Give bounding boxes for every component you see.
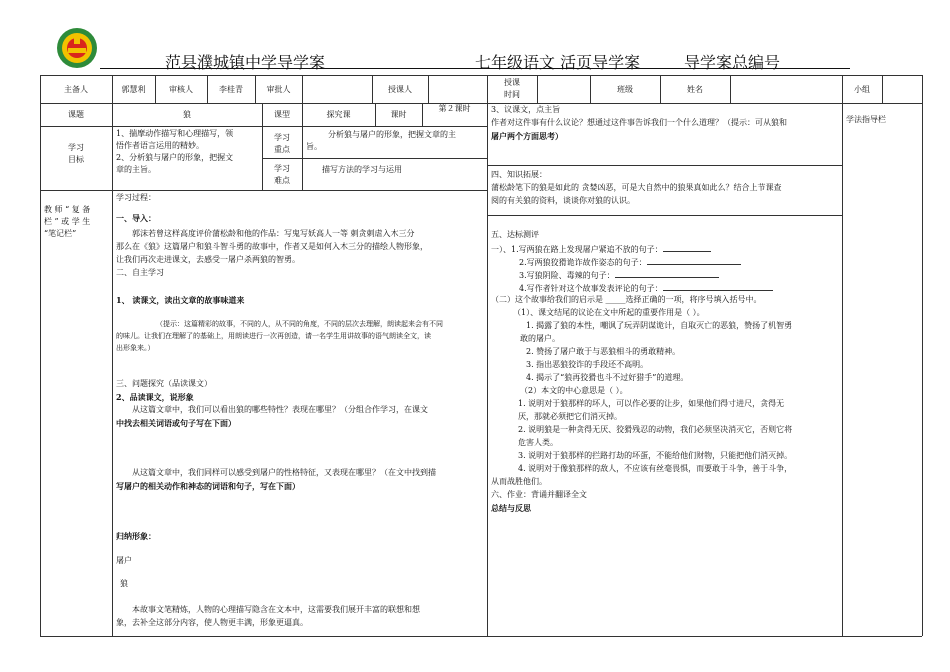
assessment-item: 一）、1.写两狼在路上发现屠户紧追不放的句子： [491, 242, 711, 256]
goals-label-1: 学习 [68, 143, 84, 152]
note-column-label: “笔记栏” [44, 229, 77, 238]
homework: 六、作业：背诵并翻译全文 [491, 490, 587, 499]
diff-label-1: 学习 [274, 164, 290, 173]
assessment-item: 3.写狼阴险、毒辣的句子： [519, 268, 719, 282]
extension-line: 阅的有关狼的资料，谈谈你对狼的认识。 [491, 196, 635, 205]
hours-value: 第２课时 [438, 104, 471, 113]
method-guide-label: 学法指导栏 [846, 115, 886, 124]
preparer-name: 郭慧利 [121, 85, 146, 94]
group-label: 小组 [854, 85, 870, 94]
note-column-label: 栏 ” 或 学 生 [44, 217, 91, 226]
option-line: 1. 说明对于狼那样的坏人，可以作必要的让步，如果他们得寸进尺，贪得无 [518, 399, 785, 408]
school-title: 范县濮城镇中学导学案 [165, 53, 326, 72]
diff-label-2: 难点 [274, 176, 290, 185]
hint-line: 出形象来。） [116, 344, 155, 352]
intro-line: 那么在《狼》这篇屠户和狼斗智斗勇的故事中，作者又是如何入木三分的描绘人物形象， [116, 242, 428, 251]
difficulty-text: 描写方法的学习与运用 [322, 165, 402, 174]
note-column-label: 教 师 “ 复 备 [44, 205, 91, 214]
assessment-heading: 五、达标测评 [491, 230, 539, 239]
class-label: 班级 [617, 85, 633, 94]
intro-line: 郭沫若曾这样高度评价蒲松龄和他的作品：写鬼写妖高人一等 刺贪刺虐入木三分 [132, 229, 415, 238]
approver-label: 审批人 [266, 85, 291, 94]
extension-line: 蒲松龄笔下的狼是如此的 贪婪凶恶，可是大自然中的狼果真如此么？结合上节课查 [491, 183, 782, 192]
question-line: 中找去相关词语或句子写在下面） [116, 418, 236, 428]
header-underline [100, 68, 850, 69]
serial-label: 导学案总编号 [684, 53, 781, 72]
option-line: 敢的屠户。 [520, 334, 560, 343]
option-line: 3. 说明对于狼那样的拦路打劫的坏蛋，不能给他们财物，只能把他们消灭掉。 [518, 451, 793, 460]
question-line: 写屠户的相关动作和神态的词语和句子，写在下面） [116, 481, 300, 491]
goal-line: 1、揣摩动作描写和心理描写，领 [116, 129, 234, 138]
summary-heading: 归纳形象： [116, 531, 156, 541]
option-line: 从而战胜他们。 [491, 477, 547, 486]
time-label-2: 时间 [504, 90, 520, 99]
closing-line: 象，去补全这部分内容，使人物更丰满，形象更逼真。 [116, 618, 308, 627]
option-line: 4. 揭示了“狼再狡猾也斗不过好猎手”的道理。 [526, 373, 689, 382]
goals-label-2: 目标 [68, 155, 84, 164]
assessment-item: 4.写作者针对这个故事发表评论的句子： [519, 281, 773, 295]
sub-question: （1）、课文结尾的议论在文中所起的重要作用是（ ）。 [513, 308, 705, 317]
process-title: 学习过程： [116, 193, 156, 202]
inspiration-question: （二）这个故事给我们的启示是 _____选择正确的一项，将序号填入括号中。 [491, 295, 762, 304]
butcher-label: 屠户 [116, 556, 132, 565]
teacher-label: 授课人 [388, 85, 412, 94]
key-point-line: 旨。 [306, 142, 322, 151]
reviewer-label: 审核人 [169, 85, 193, 94]
intro-heading: 一、导入： [116, 213, 156, 223]
extension-heading: 四、知识拓展： [491, 170, 547, 179]
task-2: 2、品读课文，说形象 [116, 392, 194, 402]
course-title: 七年级语文 活页导学案 [475, 53, 641, 72]
option-line: 4. 说明对于像狼那样的敌人，不应该有丝毫畏惧，而要敢于斗争，善于斗争， [518, 464, 793, 473]
task-1: 1、 读课文，读出文章的故事味道来 [116, 295, 245, 305]
type-value: 探究课 [326, 110, 351, 119]
topic-label: 课题 [68, 110, 84, 119]
assessment-item: 2.写两狼狡猾诡诈故作姿态的句子： [519, 255, 741, 269]
reviewer-name: 李桂青 [219, 85, 243, 94]
option-line: 危害人类。 [518, 438, 558, 447]
key-label-1: 学习 [274, 133, 290, 142]
name-label: 姓名 [687, 85, 703, 94]
closing-line: 本故事文笔精炼，人物的心理描写隐含在文本中，这需要我们展开丰富的联想和想 [132, 605, 420, 614]
option-line: 2. 说明狼是一种贪得无厌、狡猾残忍的动物，我们必须坚决消灭它，否则它将 [518, 425, 793, 434]
self-study-heading: 二、自主学习 [116, 268, 164, 277]
option-line: 2. 赞扬了屠户敢于与恶狼相斗的勇敢精神。 [526, 347, 681, 356]
type-label: 课型 [274, 110, 290, 119]
goal-line: 悟作者语言运用的精妙。 [116, 141, 204, 150]
question-line: 从这篇文章中，我们同样可以感受到屠户的性格特征，又表现在哪里？（在文中找到描 [132, 468, 436, 477]
reflection-heading: 总结与反思 [491, 503, 531, 513]
goal-line: 章的主旨。 [116, 165, 156, 174]
main-idea-line: 作者对这件事有什么议论？想通过这件事告诉我们一个什么道理？（提示：可从狼和 [491, 118, 787, 127]
time-label-1: 授课 [504, 78, 520, 87]
main-idea-line: 屠户两个方面思考） [491, 131, 563, 141]
hint-line: 的味儿。让我们在理解了的基础上，用朗读进行一次再创造，请一名学生用讲故事的语气朗读全文，读 [116, 332, 431, 340]
hint-line: （提示：这篇精彩的故事，不同的人，从不同的角度，不同的层次去理解，朗读起来会有不同 [156, 320, 443, 328]
topic-value: 狼 [183, 110, 191, 119]
preparer-label: 主备人 [64, 85, 88, 94]
key-label-2: 重点 [274, 145, 290, 154]
inquiry-heading: 三、问题探究（品读课文） [116, 379, 212, 388]
option-line: 3. 指出恶狼狡诈的手段还不高明。 [526, 360, 649, 369]
goal-line: 2、分析狼与屠户的形象，把握文 [116, 153, 234, 162]
wolf-label: 狼 [120, 579, 128, 588]
intro-line: 让我们再次走进课文，去感受一屠户杀两狼的智勇。 [116, 255, 300, 264]
main-idea-heading: 3、议课文，点主旨 [491, 105, 561, 114]
school-logo [55, 26, 99, 70]
sub-question: （2）本文的中心意思是（ ）。 [520, 386, 628, 395]
option-line: 厌，那就必须把它们消灭掉。 [518, 412, 622, 421]
key-point-line: 分析狼与屠户的形象，把握文章的主 [328, 130, 456, 139]
hours-label: 课时 [390, 110, 407, 119]
option-line: 1. 揭露了狼的本性，嘲讽了玩弄阴谋诡计，自取灭亡的恶狼，赞扬了机智勇 [526, 321, 793, 330]
question-line: 从这篇文章中，我们可以看出狼的哪些特性？表现在哪里？（分组合作学习，在课文 [132, 405, 428, 414]
